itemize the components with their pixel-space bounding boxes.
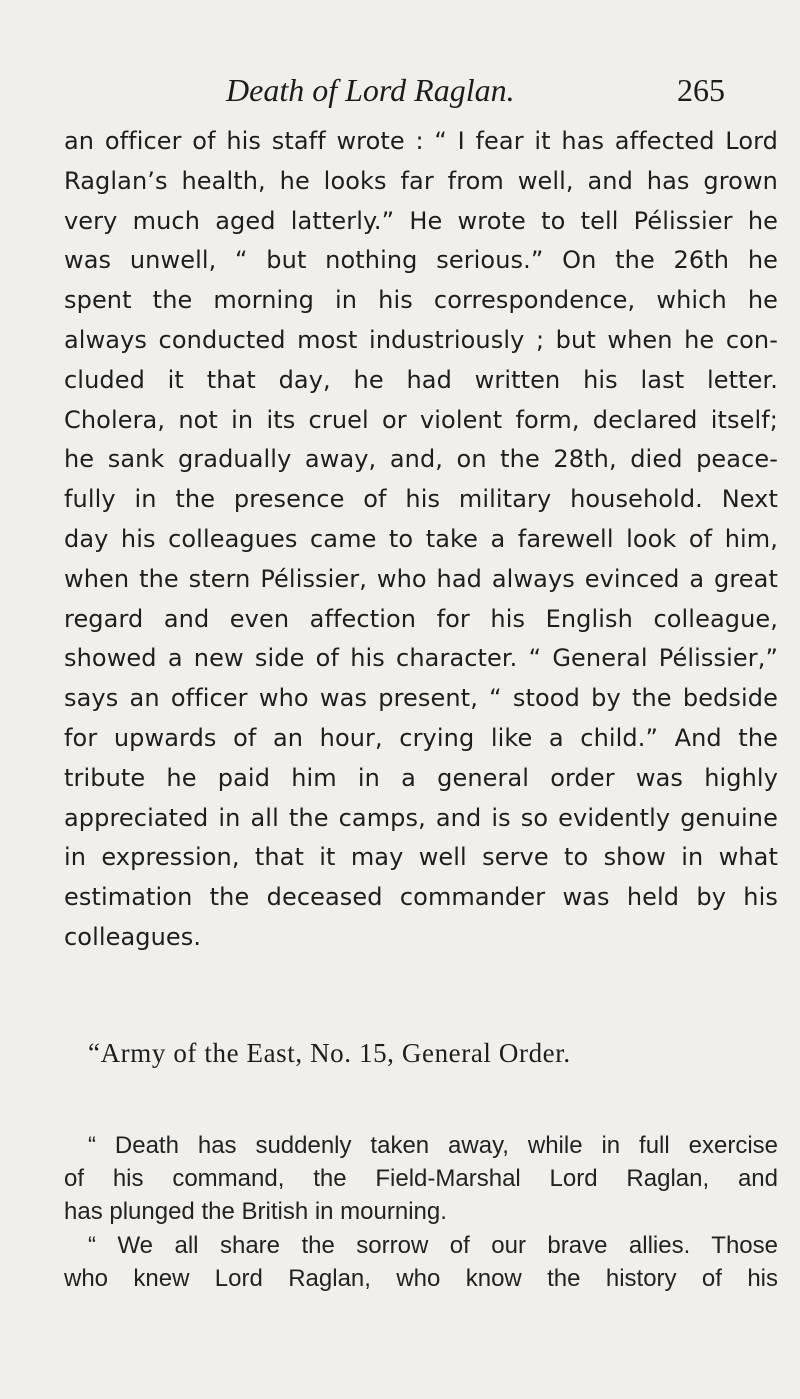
text-line: fully in the presence of his military household. Next [64, 485, 778, 514]
text-line: colleagues. [64, 922, 202, 951]
text-line: “ We all share the sorrow of our brave allies. Those [88, 1231, 778, 1259]
text-line: cluded it that day, he had written his last letter. [64, 365, 778, 394]
text-line: “ Death has suddenly taken away, while in full exercise [88, 1132, 778, 1159]
text-line: when the stern Pélissier, who had always evinced a great [64, 564, 778, 593]
text-line: was unwell, “ but nothing serious.” On the 26th he [64, 246, 778, 275]
text-line: has plunged the British in mourning. [64, 1198, 447, 1226]
body-paragraph [64, 122, 778, 958]
text-line: who knew Lord Raglan, who know the history of his [64, 1264, 778, 1292]
general-order-text [64, 1129, 778, 1295]
text-line: of his command, the Field-Marshal Lord Raglan, and [64, 1165, 778, 1193]
general-order-heading: “Army of the East, No. 15, General Order. [88, 1038, 571, 1068]
text-line: estimation the deceased commander was held by his [64, 883, 778, 912]
page-number: 265 [677, 72, 725, 108]
text-line: Raglan’s health, he looks far from well, and has grown [64, 166, 778, 195]
text-line: very much aged latterly.” He wrote to tell Pélissier he [64, 206, 778, 235]
text-line: always conducted most industriously ; but when he con- [64, 325, 778, 354]
text-line: showed a new side of his character. “ General Pélissier,” [64, 644, 778, 673]
text-line: an officer of his staff wrote : “ I fear it has affected Lord [64, 127, 778, 155]
text-line: he sank gradually away, and, on the 28th, died peace- [64, 445, 778, 474]
text-line: in expression, that it may well serve to show in what [64, 843, 778, 872]
text-line: regard and even affection for his English colleague, [64, 604, 778, 633]
text-line: tribute he paid him in a general order was highly [64, 763, 778, 792]
text-line: spent the morning in his correspondence, which he [64, 286, 778, 315]
running-head: Death of Lord Raglan. [226, 72, 515, 108]
text-line: Cholera, not in its cruel or violent form, declared itself; [64, 405, 778, 434]
text-line: appreciated in all the camps, and is so evidently genuine [64, 803, 778, 832]
text-line: says an officer who was present, “ stood by the bedside [64, 684, 778, 713]
text-line: for upwards of an hour, crying like a child.” And the [64, 723, 778, 752]
text-line: day his colleagues came to take a farewell look of him, [64, 524, 778, 553]
